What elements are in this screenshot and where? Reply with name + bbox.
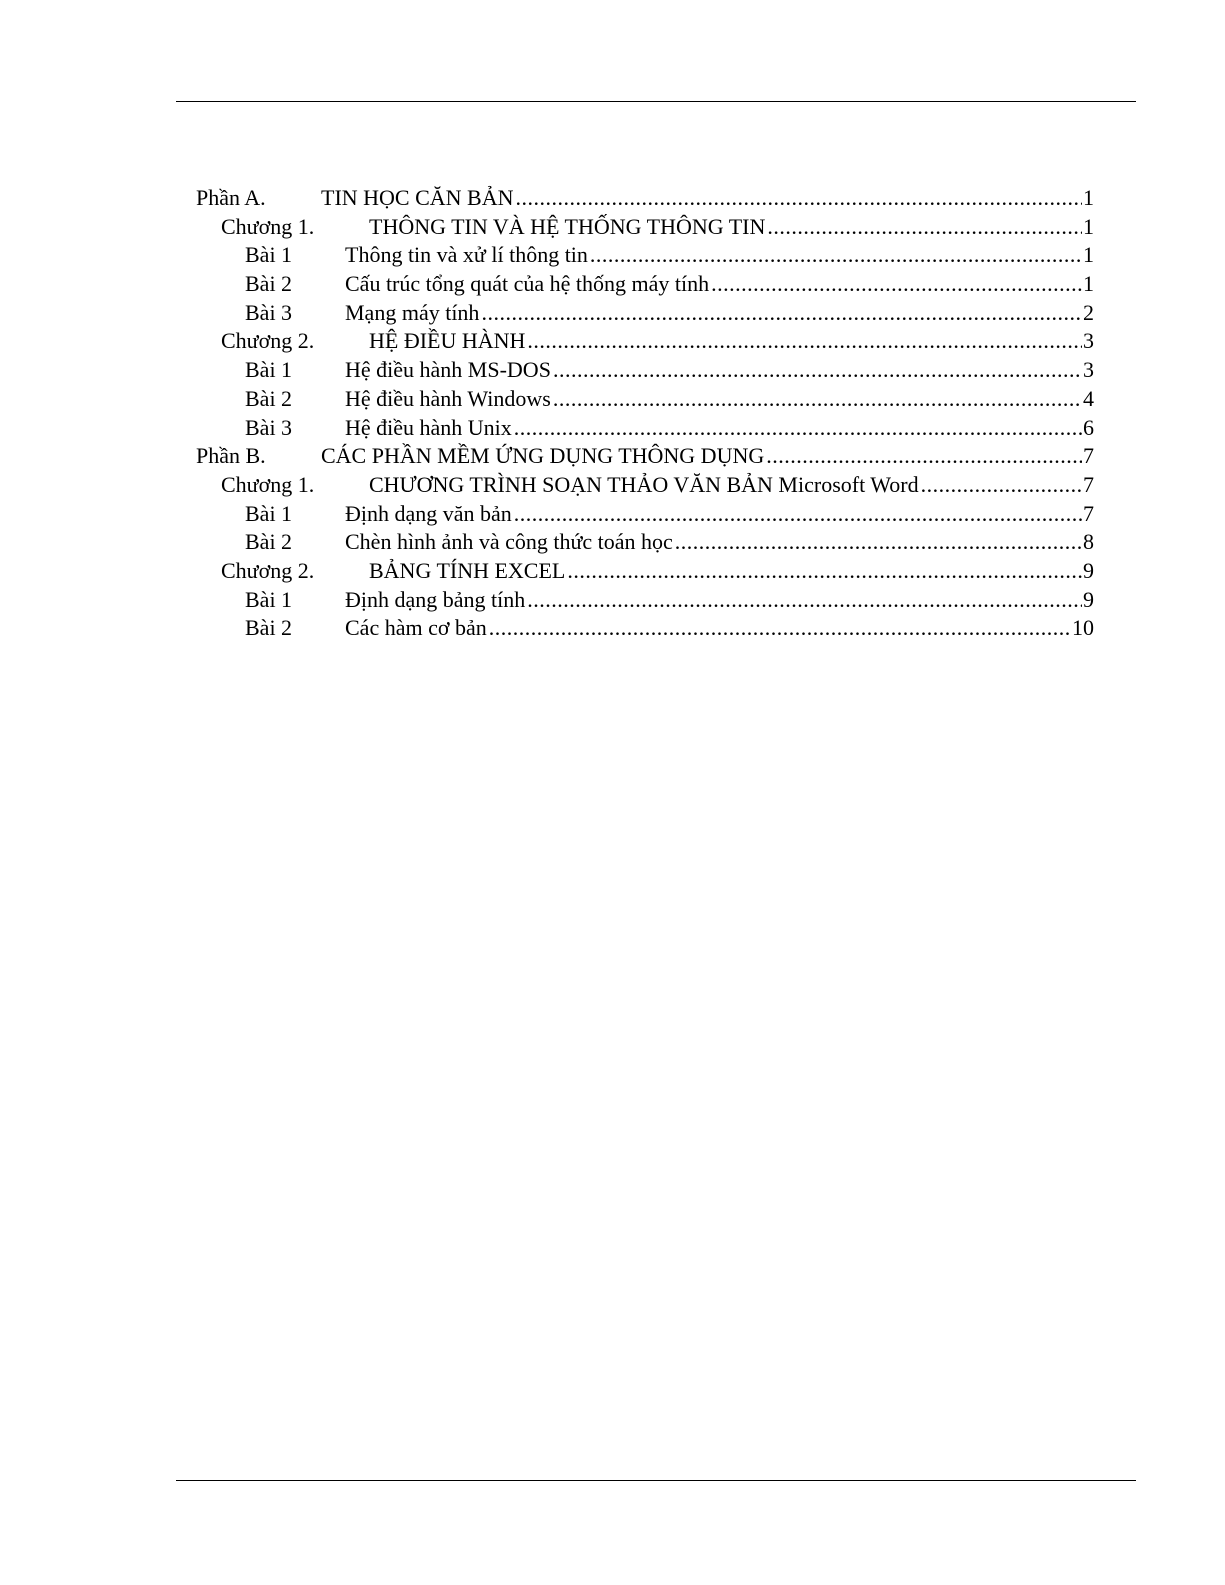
toc-entry-number: Bài 1 (245, 357, 293, 383)
toc-entry-page-number: 9 (1083, 557, 1094, 583)
toc-entry-title: TIN HỌC CĂN BẢN (321, 184, 516, 213)
toc-entry[interactable] (196, 528, 1094, 557)
toc-entry-number: Chương 2. (221, 328, 315, 354)
toc-entry-number: Bài 1 (245, 500, 293, 526)
toc-entry[interactable] (196, 500, 1094, 529)
toc-entry-number: Bài 1 (245, 242, 293, 268)
toc-dot-leader (567, 557, 1082, 586)
toc-entry-title: Các hàm cơ bản (345, 614, 489, 643)
toc-entry-title: CHƯƠNG TRÌNH SOẠN THẢO VĂN BẢN Microsoft Word (369, 471, 921, 500)
toc-entry-title: BẢNG TÍNH EXCEL (369, 557, 567, 586)
toc-entry[interactable] (196, 614, 1094, 643)
toc-entry[interactable] (196, 213, 1094, 242)
toc-entry[interactable] (196, 557, 1094, 586)
toc-entry-page-number: 9 (1083, 586, 1094, 612)
toc-entry[interactable] (196, 327, 1094, 356)
toc-entry-number: Bài 2 (245, 271, 293, 297)
toc-entry-number: Bài 3 (245, 299, 293, 325)
toc-entry-title: Hệ điều hành Windows (345, 385, 553, 414)
toc-entry-page-number: 1 (1083, 271, 1094, 297)
toc-dot-leader (481, 299, 1082, 328)
toc-entry[interactable] (196, 442, 1094, 471)
toc-entry-title: HỆ ĐIỀU HÀNH (369, 327, 527, 356)
toc-dot-leader (711, 270, 1082, 299)
toc-entry-number: Bài 3 (245, 414, 293, 440)
table-of-contents (196, 184, 1094, 643)
toc-dot-leader (921, 471, 1082, 500)
toc-entry-number: Bài 2 (245, 385, 293, 411)
toc-entry-page-number: 1 (1083, 242, 1094, 268)
toc-dot-leader (489, 614, 1071, 643)
toc-entry-title: Chèn hình ảnh và công thức toán học (345, 528, 675, 557)
toc-entry-title: Hệ điều hành MS-DOS (345, 356, 553, 385)
toc-entry-page-number: 1 (1083, 213, 1094, 239)
toc-entry-page-number: 1 (1083, 185, 1094, 210)
toc-entry[interactable] (196, 299, 1094, 328)
footer-rule (176, 1480, 1136, 1481)
toc-entry-title: Hệ điều hành Unix (345, 414, 514, 443)
toc-entry-number: Phần A. (196, 185, 266, 210)
toc-entry-title: Thông tin và xử lí thông tin (345, 241, 590, 270)
toc-entry[interactable] (196, 241, 1094, 270)
toc-entry-title: Định dạng bảng tính (345, 586, 527, 615)
toc-entry-number: Phần B. (196, 443, 266, 469)
toc-entry[interactable] (196, 586, 1094, 615)
header-rule (176, 101, 1136, 102)
toc-entry[interactable] (196, 270, 1094, 299)
toc-entry-title: Mạng máy tính (345, 299, 481, 328)
toc-dot-leader (516, 184, 1083, 213)
toc-entry-page-number: 8 (1083, 529, 1094, 555)
toc-entry-number: Bài 1 (245, 586, 293, 612)
toc-entry-title: Cấu trúc tổng quát của hệ thống máy tính (345, 270, 711, 299)
toc-entry-page-number: 7 (1083, 471, 1094, 497)
toc-dot-leader (514, 414, 1082, 443)
toc-entry-number: Bài 2 (245, 529, 293, 555)
toc-entry-page-number: 7 (1083, 443, 1094, 469)
toc-dot-leader (514, 500, 1082, 529)
toc-entry-page-number: 10 (1072, 615, 1094, 641)
toc-dot-leader (766, 442, 1082, 471)
toc-entry-page-number: 4 (1083, 385, 1094, 411)
toc-entry-page-number: 3 (1083, 357, 1094, 383)
toc-dot-leader (675, 528, 1082, 557)
toc-entry-page-number: 3 (1083, 328, 1094, 354)
toc-entry-number: Chương 1. (221, 471, 315, 497)
toc-dot-leader (553, 356, 1082, 385)
toc-entry-page-number: 6 (1083, 414, 1094, 440)
toc-dot-leader (527, 327, 1082, 356)
toc-dot-leader (590, 241, 1082, 270)
toc-entry[interactable] (196, 414, 1094, 443)
toc-entry[interactable] (196, 385, 1094, 414)
toc-dot-leader (527, 586, 1082, 615)
toc-entry[interactable] (196, 356, 1094, 385)
toc-entry-number: Chương 2. (221, 557, 315, 583)
toc-entry-page-number: 7 (1083, 500, 1094, 526)
toc-entry-number: Chương 1. (221, 213, 315, 239)
toc-dot-leader (767, 213, 1082, 242)
toc-entry-title: THÔNG TIN VÀ HỆ THỐNG THÔNG TIN (369, 213, 767, 242)
toc-entry[interactable] (196, 471, 1094, 500)
toc-entry-title: CÁC PHẦN MỀM ỨNG DỤNG THÔNG DỤNG (321, 442, 766, 471)
toc-entry-page-number: 2 (1083, 299, 1094, 325)
toc-dot-leader (553, 385, 1082, 414)
toc-entry-title: Định dạng văn bản (345, 500, 514, 529)
toc-entry[interactable] (196, 184, 1094, 213)
toc-entry-number: Bài 2 (245, 615, 293, 641)
